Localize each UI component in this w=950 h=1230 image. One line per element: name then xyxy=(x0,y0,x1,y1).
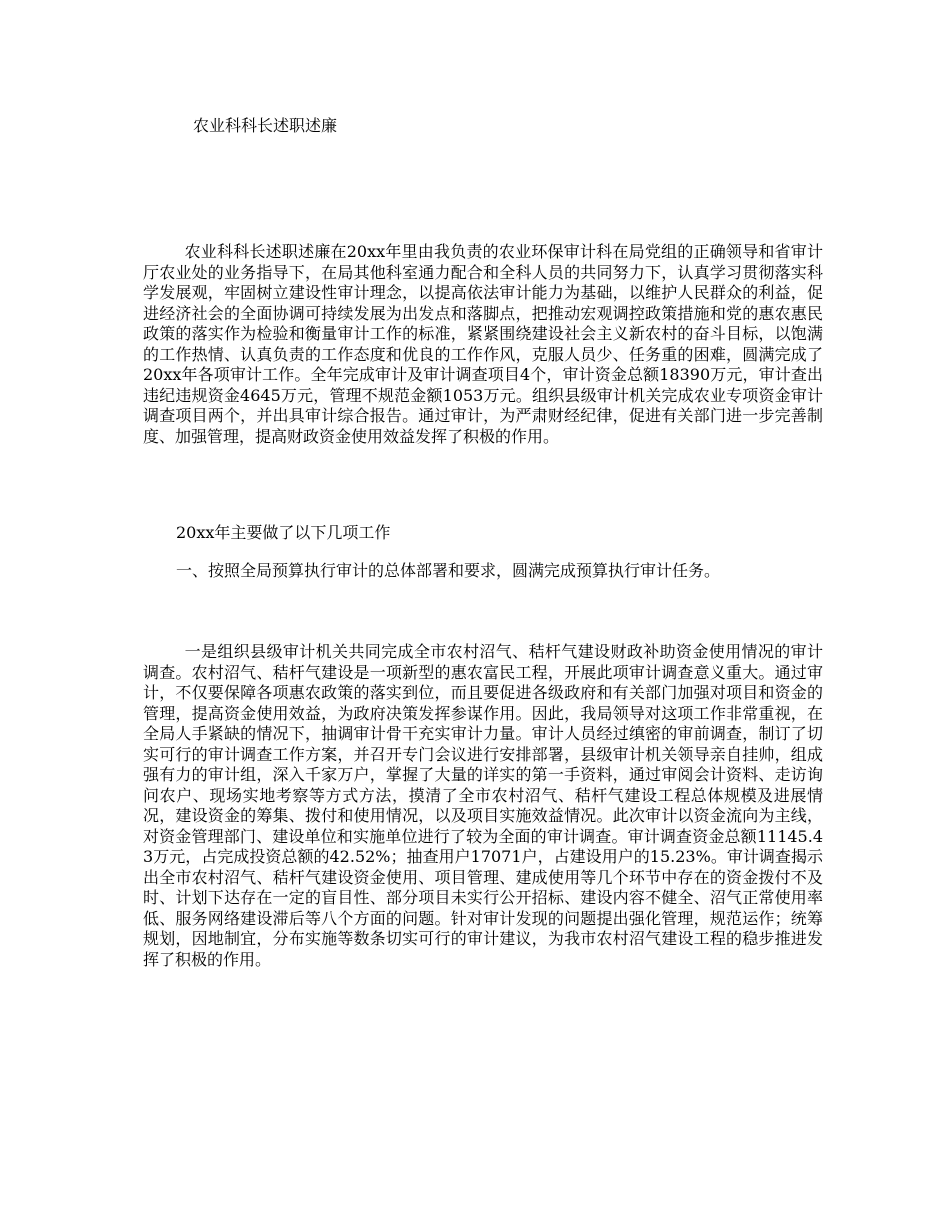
document-title: 农业科科长述职述廉 xyxy=(193,116,338,135)
section-one-heading: 一、按照全局预算执行审计的总体部署和要求，圆满完成预算执行审计任务。 xyxy=(176,561,721,580)
section-one-body-paragraph: 一是组织县级审计机关共同完成全市农村沼气、秸杆气建设财政补助资金使用情况的审计调查。农村沼气、秸杆气建设是一项新型的惠农富民工程，开展此项审计调查意义重大。通过审计，不仅要保障各项惠农政策的落实到位，而且要促进各级政府和有关部门加强对项目和资金的管理，提高资金使用效益，为政府决策发挥参谋作用。因此，我局领导对这项工作非常重视，在全局人手紧缺的情况下，抽调审计骨干充实审计力量。审计人员经过缜密的审前调查，制订了切实可行的审计调查工作方案，并召开专门会议进行安排部署，县级审计机关领导亲自挂帅，组成强有力的审计组，深入千家万户，掌握了大量的详实的第一手资料，通过审阅会计资料、走访询问农户、现场实地考察等方式方法，摸清了全市农村沼气、秸杆气建设工程总体规模及进展情况，建设资金的筹集、拨付和使用情况，以及项目实施效益情况。此次审计以资金流向为主线，对资金管理部门、建设单位和实施单位进行了较为全面的审计调查。审计调查资金总额11145.43万元，占完成投资总额的42.52%；抽查用户17071户，占建设用户的15.23%。审计调查揭示出全市农村沼气、秸杆气建设资金使用、项目管理、建成使用等几个环节中存在的资金拨付不及时、计划下达存在一定的盲目性、部分项目未实行公开招标、建设内容不健全、沼气正常使用率低、服务网络建设滞后等八个方面的问题。针对审计发现的问题提出强化管理，规范运作；统筹规划，因地制宜，分布实施等数条切实可行的审计建议，为我市农村沼气建设工程的稳步推进发挥了积极的作用。 xyxy=(143,642,823,969)
intro-paragraph: 农业科科长述职述廉在20xx年里由我负责的农业环保审计科在局党组的正确领导和省审计厅农业处的业务指导下，在局其他科室通力配合和全科人员的共同努力下，认真学习贯彻落实科学发展观，牢固树立建设性审计理念，以提高依法审计能力为基础，以维护人民群众的利益，促进经济社会的全面协调可持续发展为出发点和落脚点，把推动宏观调控政策措施和党的惠农惠民政策的落实作为检验和衡量审计工作的标准，紧紧围绕建设社会主义新农村的奋斗目标，以饱满的工作热情、认真负责的工作态度和优良的工作作风，克服人员少、任务重的困难，圆满完成了20xx年各项审计工作。全年完成审计及审计调查项目4个，审计资金总额18390万元，审计查出违纪违规资金4645万元，管理不规范金额1053万元。组织县级审计机关完成农业专项资金审计调查项目两个，并出具审计综合报告。通过审计，为严肃财经纪律，促进有关部门进一步完善制度、加强管理，提高财政资金使用效益发挥了积极的作用。 xyxy=(143,242,823,446)
main-work-heading: 20xx年主要做了以下几项工作 xyxy=(176,523,391,542)
